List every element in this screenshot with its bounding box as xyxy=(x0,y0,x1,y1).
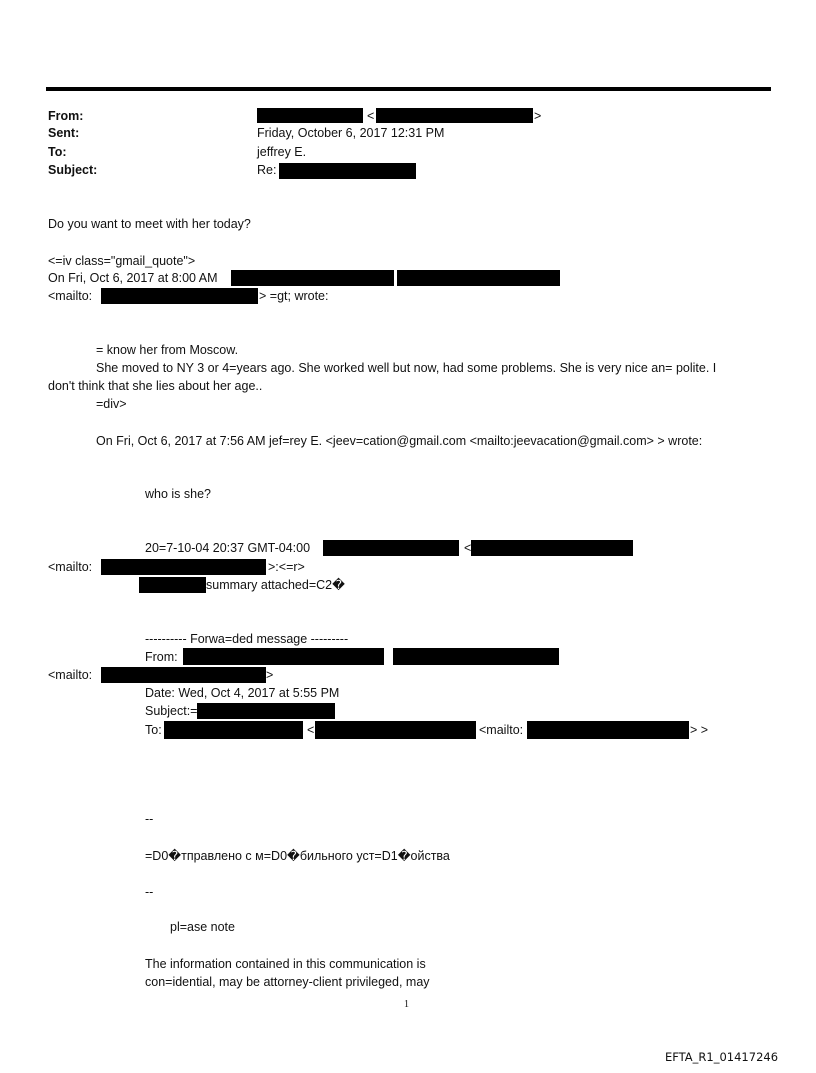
from-label: From: xyxy=(48,109,84,123)
fw-to-label: To: xyxy=(145,723,162,737)
to-label: To: xyxy=(48,145,67,159)
russian-signature: =D0�тправлено с м=D0�бильного уст=D1�ойства xyxy=(145,849,450,863)
redaction-date-email xyxy=(471,540,633,556)
redaction-fw-from-name xyxy=(183,648,384,665)
from-gt: > xyxy=(534,109,542,123)
please-note: pl=ase note xyxy=(170,920,235,934)
fw-to-mailto: <mailto: xyxy=(479,723,524,737)
redaction-fw-to-email xyxy=(315,721,476,739)
redaction-mailto-1 xyxy=(101,288,258,304)
signature-dash-2: -- xyxy=(145,885,154,899)
mailto-2: <mailto: xyxy=(48,560,93,574)
who-is-she: who is she? xyxy=(145,487,212,501)
body-question: Do you want to meet with her today? xyxy=(48,217,251,231)
subject-label: Subject: xyxy=(48,163,98,177)
sent-label: Sent: xyxy=(48,126,80,140)
wrote-1: > =gt; wrote: xyxy=(259,289,329,303)
signature-dash-1: -- xyxy=(145,812,154,826)
from-lt: < xyxy=(367,109,375,123)
redaction-quote-email xyxy=(397,270,560,286)
redaction-fw-to-mailto xyxy=(527,721,689,739)
redaction-date-sender xyxy=(323,540,459,556)
quote-header-2: On Fri, Oct 6, 2017 at 7:56 AM jef=rey E. <jeev=cation@gmail.com <mailto:jeevacation@gmail.com> > wrote: xyxy=(96,434,703,448)
redaction-from-name xyxy=(257,108,363,123)
page-number: 1 xyxy=(404,999,409,1010)
fw-to-lt: < xyxy=(307,723,315,737)
subject-value: Re: xyxy=(257,163,277,177)
redaction-from-email xyxy=(376,108,533,123)
mailto-1: <mailto: xyxy=(48,289,93,303)
redaction-mailto-3 xyxy=(101,667,266,683)
document-id: EFTA_R1_01417246 xyxy=(665,1050,779,1064)
fw-to-end: > > xyxy=(690,723,709,737)
redaction-fw-to-name xyxy=(164,721,303,739)
sent-value: Friday, October 6, 2017 12:31 PM xyxy=(257,126,445,140)
mailto-3: <mailto: xyxy=(48,668,93,682)
para-moved-1: She moved to NY 3 or 4=years ago. She worked well but now, had some problems. She is very nice an= polite. I xyxy=(96,361,717,375)
fw-from-label: From: xyxy=(145,650,178,664)
quote-header-1: On Fri, Oct 6, 2017 at 8:00 AM xyxy=(48,271,218,285)
disclaimer-line-1: The information contained in this communication is xyxy=(145,957,426,971)
para-moscow: = know her from Moscow. xyxy=(96,343,239,357)
date-lt: < xyxy=(464,541,472,555)
div-close: =div> xyxy=(96,397,127,411)
header-rule xyxy=(46,87,771,91)
redaction-summary-name xyxy=(139,577,206,593)
redaction-fw-from-email xyxy=(393,648,559,665)
summary-line: summary attached=C2� xyxy=(206,578,345,592)
fw-date-line: Date: Wed, Oct 4, 2017 at 5:55 PM xyxy=(145,686,340,700)
gmail-quote-line: <=iv class="gmail_quote"> xyxy=(48,254,196,268)
fw-gt: > xyxy=(266,668,274,682)
to-value: jeffrey E. xyxy=(257,145,307,159)
forward-date-line: 20=7-10-04 20:37 GMT-04:00 xyxy=(145,541,311,555)
disclaimer-line-2: con=idential, may be attorney-client privileged, may xyxy=(145,975,430,989)
redaction-quote-sender xyxy=(231,270,394,286)
forwarded-message-line: ---------- Forwa=ded message --------- xyxy=(145,632,349,646)
para-moved-2: don't think that she lies about her age.. xyxy=(48,379,263,393)
redaction-fw-subject xyxy=(197,703,335,719)
br-line: >:<=r> xyxy=(268,560,305,574)
redaction-mailto-2 xyxy=(101,559,266,575)
redaction-subject xyxy=(279,163,416,179)
fw-subject-label: Subject:= xyxy=(145,704,198,718)
